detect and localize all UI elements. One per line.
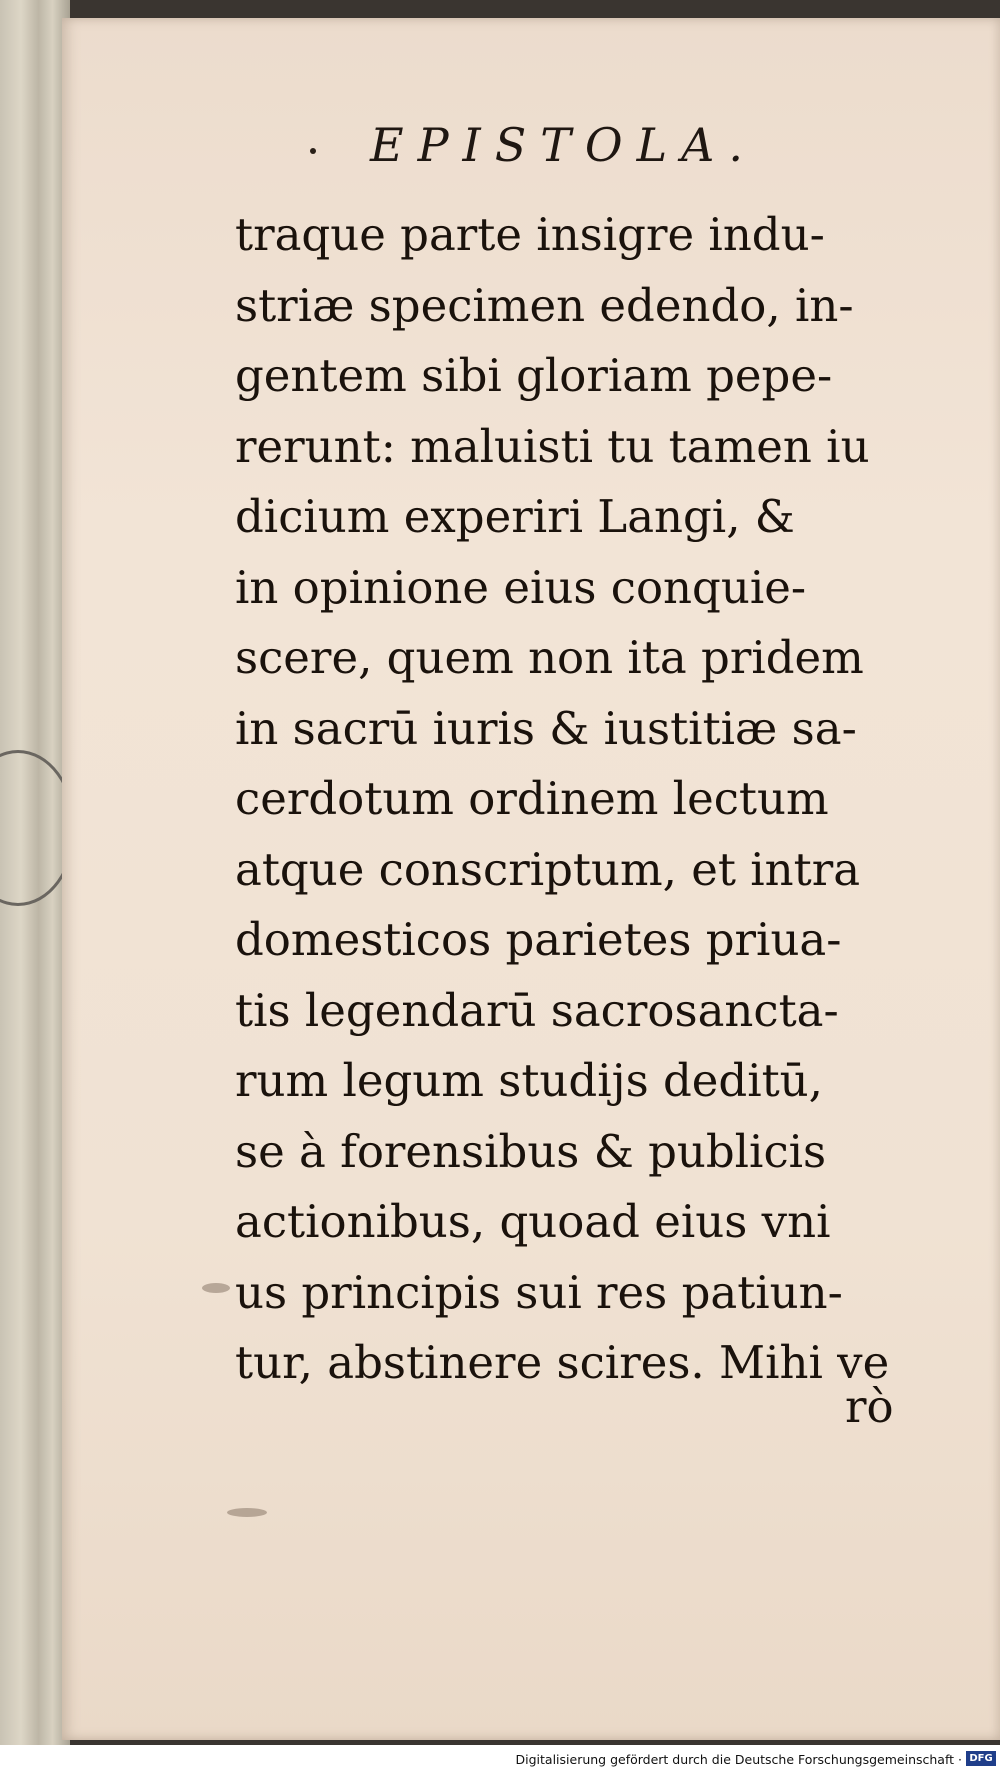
text-line: domesticos parietes priua-: [235, 913, 842, 966]
text-line: cerdotum ordinem lectum: [235, 772, 829, 825]
ink-smudge: [227, 1508, 267, 1517]
text-line: striæ specimen edendo, in-: [235, 278, 854, 332]
running-head-ornament: [310, 148, 316, 154]
text-line: gentem sibi gloriam pepe-: [235, 349, 833, 402]
body-text: [235, 200, 915, 1399]
footer-bar: [0, 1745, 1000, 1774]
running-head: EPISTOLA.: [370, 118, 757, 172]
text-line: se à forensibus & publicis: [235, 1124, 827, 1178]
text-line: actionibus, quoad eius vni: [235, 1195, 831, 1248]
text-line: tur, abstinere scires. Mihi ve: [235, 1336, 890, 1389]
text-line: us principis sui res patiun-: [235, 1265, 843, 1319]
text-line: traque parte insigre indu-: [235, 208, 825, 261]
dfg-logo: DFG: [966, 1751, 996, 1766]
text-line: rerunt: maluisti tu tamen iu: [235, 419, 870, 473]
text-line: tis legendarū sacrosancta-: [235, 983, 839, 1037]
text-line: scere, quem non ita pridem: [235, 631, 864, 684]
text-line: in sacrū iuris & iustitiæ sa-: [235, 701, 857, 755]
ink-smudge: [202, 1283, 230, 1293]
catchword: rò: [845, 1380, 894, 1433]
funding-credit: Digitalisierung gefördert durch die Deutsche Forschungsgemeinschaft ·: [515, 1752, 962, 1767]
text-line: rum legum studijs deditū,: [235, 1054, 823, 1107]
text-line: atque conscriptum, et intra: [235, 842, 861, 896]
text-line: dicium experiri Langi, &: [235, 490, 795, 543]
text-line: in opinione eius conquie-: [235, 560, 807, 614]
